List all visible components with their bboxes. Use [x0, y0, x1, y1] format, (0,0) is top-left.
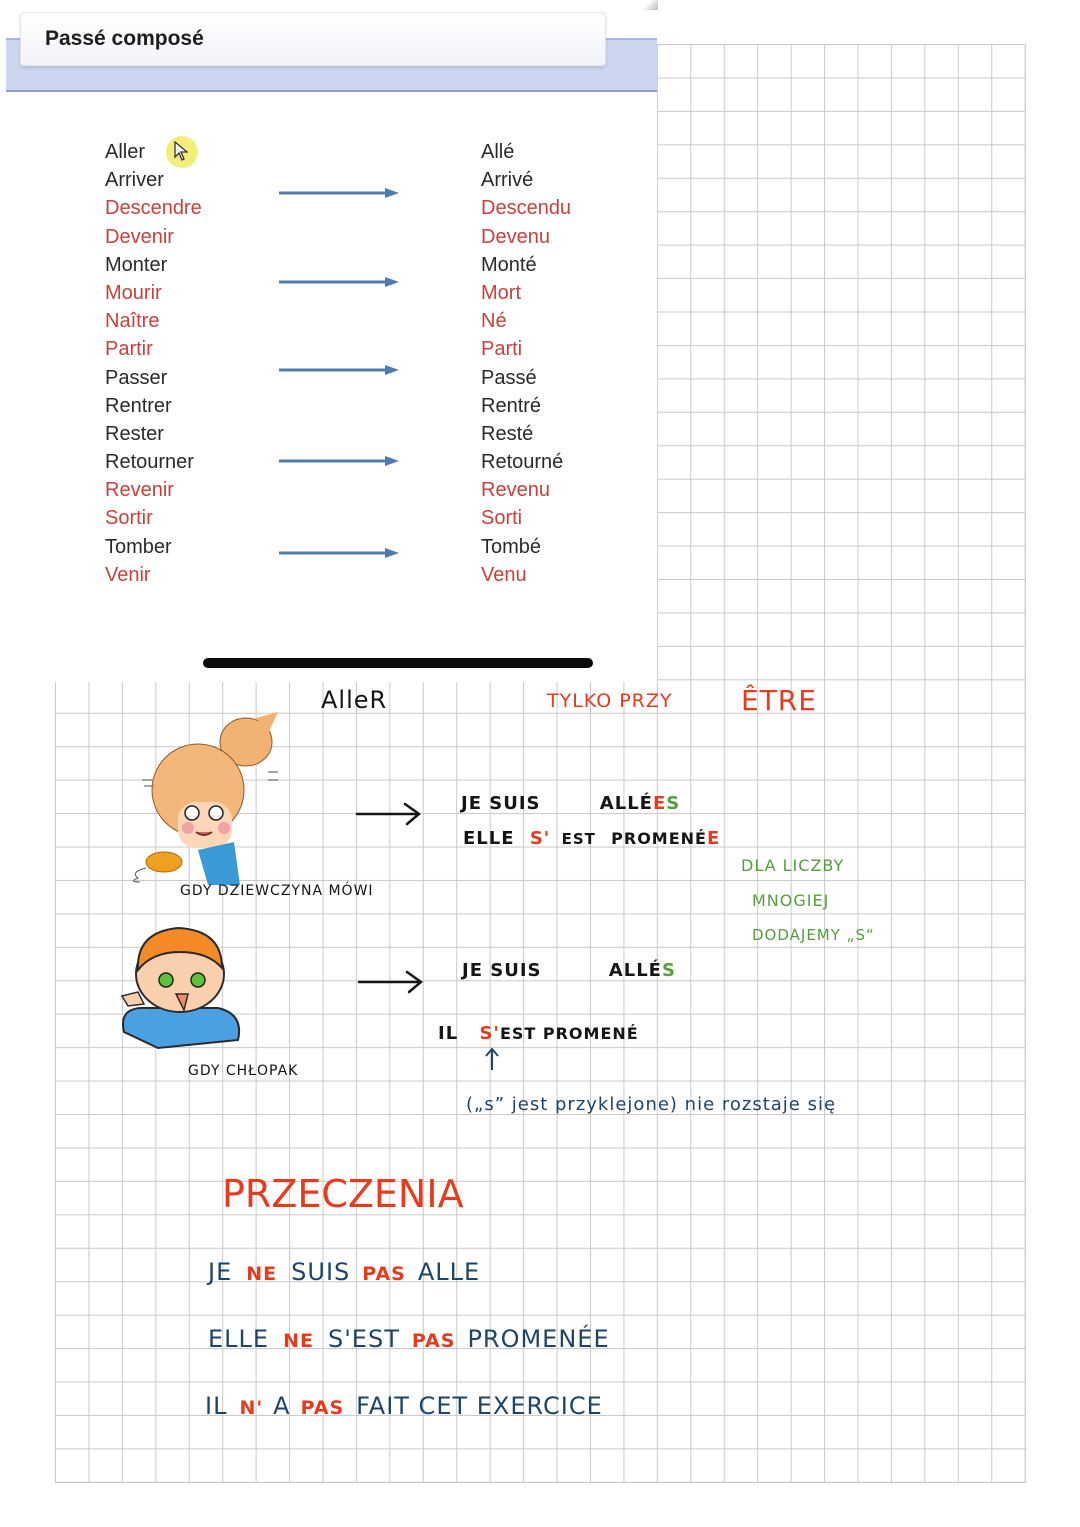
boy-line2 — [438, 1023, 639, 1044]
infinitive-4: Monter — [105, 253, 168, 276]
etre-label: ÊTRE — [741, 684, 817, 717]
je-suis: JE SUIS — [461, 793, 541, 814]
negation-word: FAIT CET EXERCICE — [356, 1392, 603, 1420]
est: EST — [561, 830, 596, 848]
boy-sticker-illustration — [118, 922, 248, 1054]
negation-line-2 — [208, 1325, 610, 1353]
infinitive-14: Tomber — [105, 535, 172, 558]
est-promene: EST PROMENÉ — [499, 1024, 639, 1043]
arrow-right-icon-2 — [357, 970, 427, 994]
infinitive-8: Passer — [105, 366, 168, 389]
plural-s-suffix-2: S — [661, 960, 676, 981]
negation-line-3 — [205, 1392, 603, 1420]
reflexive-s: S' — [529, 828, 551, 849]
boy-caption: GDY CHŁOPAK — [188, 1063, 299, 1079]
participle-14: Tombé — [481, 535, 542, 558]
negation-word: A — [273, 1392, 291, 1420]
participle-3: Devenu — [481, 225, 550, 248]
negation-title: PRZECZENIA — [222, 1172, 464, 1216]
heading-verb-aller: AlleR — [321, 686, 388, 714]
infinitive-2: Descendre — [105, 197, 202, 220]
conversion-arrow-icon — [279, 276, 401, 288]
infinitive-1: Arriver — [105, 169, 164, 192]
feminine-e-suffix: E — [652, 793, 667, 814]
participle-10: Resté — [481, 422, 534, 445]
conversion-arrow-icon — [279, 455, 401, 467]
home-indicator-bar — [203, 658, 593, 668]
slide-title: Passé composé — [45, 27, 204, 50]
girl-sticker-illustration — [128, 710, 288, 885]
participle-2: Descendu — [481, 197, 572, 220]
conversion-arrow-icon — [279, 187, 401, 199]
only-with-label: TYLKO PRZY — [547, 690, 673, 712]
participle-5: Mort — [481, 281, 521, 304]
infinitive-5: Mourir — [105, 281, 162, 304]
infinitive-13: Sortir — [105, 507, 153, 530]
plural-note-line2: MNOGIEJ — [752, 891, 830, 910]
alle-word-2: ALLÉ — [608, 960, 662, 981]
participle-12: Revenu — [481, 479, 550, 502]
conversion-arrow-icon — [279, 364, 401, 376]
participle-1: Arrivé — [481, 169, 534, 192]
boy-explanation: („s” jest przyklejone) nie rozstaje się — [466, 1094, 837, 1115]
infinitive-10: Rester — [105, 422, 164, 445]
infinitive-11: Retourner — [105, 451, 194, 474]
participle-13: Sorti — [481, 507, 523, 530]
negation-word: NE — [283, 1330, 314, 1352]
pasted-slide-screenshot — [0, 0, 657, 682]
il: IL — [438, 1023, 459, 1044]
promene: PROMENÉ — [611, 829, 707, 848]
plural-s-suffix: S — [666, 793, 681, 814]
negation-word: ALLE — [417, 1258, 481, 1286]
slide-title-box — [20, 12, 606, 66]
participle-0: Allé — [481, 141, 515, 163]
participle-8: Passé — [481, 366, 537, 389]
negation-word: PROMENÉE — [467, 1325, 610, 1353]
infinitive-15: Venir — [105, 563, 151, 586]
girl-caption: GDY DZIEWCZYNA MÓWI — [180, 883, 374, 899]
negation-word: ELLE — [208, 1325, 270, 1353]
negation-line-1 — [208, 1258, 480, 1286]
girl-line1 — [461, 793, 680, 814]
reflexive-s-2: S' — [479, 1023, 500, 1044]
participle-4: Monté — [481, 253, 537, 276]
negation-word: IL — [205, 1392, 228, 1420]
negation-word: S'EST — [327, 1325, 400, 1353]
je-suis-2: JE SUIS — [462, 960, 542, 981]
arrow-up-icon — [484, 1046, 500, 1072]
infinitive-9: Rentrer — [105, 394, 172, 417]
alle-word: ALLÉ — [599, 793, 653, 814]
infinitive-0: Aller — [105, 141, 146, 163]
negation-word: SUIS — [291, 1258, 351, 1286]
boy-line1 — [462, 960, 676, 981]
infinitive-column — [105, 138, 202, 589]
participle-6: Né — [481, 310, 507, 333]
participle-7: Parti — [481, 338, 523, 361]
negation-word: PAS — [362, 1263, 406, 1285]
negation-word: PAS — [300, 1397, 345, 1419]
infinitive-6: Naître — [105, 310, 160, 333]
infinitive-7: Partir — [105, 338, 153, 361]
conversion-arrow-icon — [279, 547, 401, 559]
plural-note-line1: DLA LICZBY — [741, 856, 845, 875]
arrow-right-icon — [355, 802, 425, 826]
negation-word: PAS — [411, 1330, 456, 1352]
infinitive-3: Devenir — [105, 225, 174, 248]
plural-note-line3: DODAJEMY „S“ — [752, 926, 875, 944]
negation-word: N' — [239, 1397, 264, 1419]
negation-word: NE — [246, 1263, 278, 1285]
elle: ELLE — [463, 828, 515, 849]
page-curl — [640, 0, 658, 10]
participle-column — [481, 138, 571, 589]
feminine-e-suffix-2: E — [706, 828, 721, 849]
negation-word: JE — [208, 1258, 233, 1286]
infinitive-12: Revenir — [105, 479, 174, 502]
participle-9: Rentré — [481, 394, 542, 417]
participle-11: Retourné — [481, 451, 564, 474]
girl-line2 — [463, 828, 720, 849]
participle-15: Venu — [481, 563, 527, 586]
